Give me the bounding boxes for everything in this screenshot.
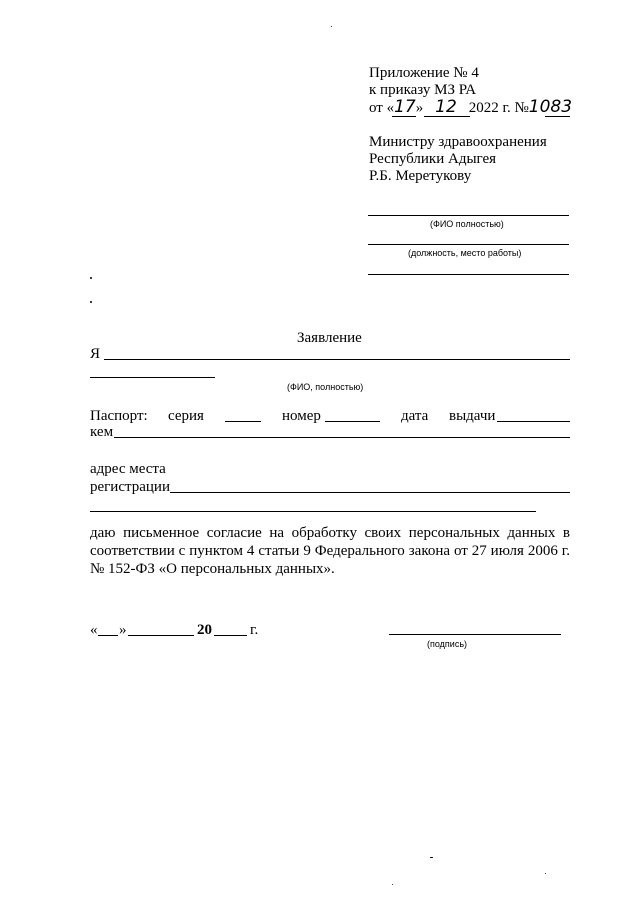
scan-speck [392,884,393,885]
passport-label: Паспорт: [90,408,148,424]
appendix-number: Приложение № 4 [369,65,479,81]
applicant-fio-field [104,359,570,360]
issued-by-label: кем [90,424,114,440]
number-underline [545,116,570,117]
sender-position-caption: (должность, место работы) [408,248,522,258]
scan-speck [430,857,433,858]
consent-line-1: даю письменное согласие на обработку своих персональных данных в [90,525,570,541]
day-underline [392,116,416,117]
consent-line-2: соответствии с пунктом 4 статьи 9 Федерального закона от 27 июля 2006 г. [90,543,570,559]
sender-fio-field [368,215,569,216]
series-field [225,421,261,422]
scan-speck [90,277,92,279]
sign-year-field [214,635,247,636]
order-date-line [369,98,572,117]
month-underline [424,116,470,117]
i-label: Я [90,346,101,362]
address-label-2: регистрации [90,479,170,495]
issued-by-field [114,437,570,438]
handwritten-order-number: 1083 [528,97,573,117]
applicant-fio-caption: (ФИО, полностью) [287,382,364,392]
number-label: номер [282,408,321,424]
date-prefix: от « [369,100,395,116]
address-field [170,492,570,493]
signature-field [389,634,561,635]
address-label-1: адрес места [90,461,166,477]
consent-line-3: № 152-ФЗ «О персональных данных». [90,561,335,577]
date-mid: » [415,100,424,116]
year-and-number-label: 2022 г. № [468,100,529,116]
sign-month-field [128,635,194,636]
applicant-fio-continued [90,377,215,378]
order-reference: к приказу МЗ РА [369,82,477,98]
series-label: серия [168,408,204,424]
date-label: дата [401,408,429,424]
sign-year-suffix: г. [250,622,259,638]
sign-date-close: » [119,622,127,638]
scan-speck [545,873,546,874]
number-field [325,421,380,422]
sign-date-open: « [90,622,98,638]
form-title: Заявление [297,330,362,346]
handwritten-month: 12 [435,97,457,117]
scan-speck [331,26,332,27]
sign-day-field [98,635,118,636]
addressee-line-1: Министру здравоохранения [369,134,547,150]
sender-extra-field [368,274,569,275]
address-field-continued [90,511,536,512]
signature-caption: (подпись) [427,639,468,649]
sign-year-prefix: 20 [197,622,212,638]
sender-fio-caption: (ФИО полностью) [430,219,504,229]
handwritten-day: 17 [394,97,416,117]
issued-label: выдачи [449,408,496,424]
scan-speck [90,301,92,303]
issue-date-field [497,421,570,422]
addressee-line-3: Р.Б. Меретукову [369,168,472,184]
sender-position-field [368,244,569,245]
addressee-line-2: Республики Адыгея [369,151,497,167]
